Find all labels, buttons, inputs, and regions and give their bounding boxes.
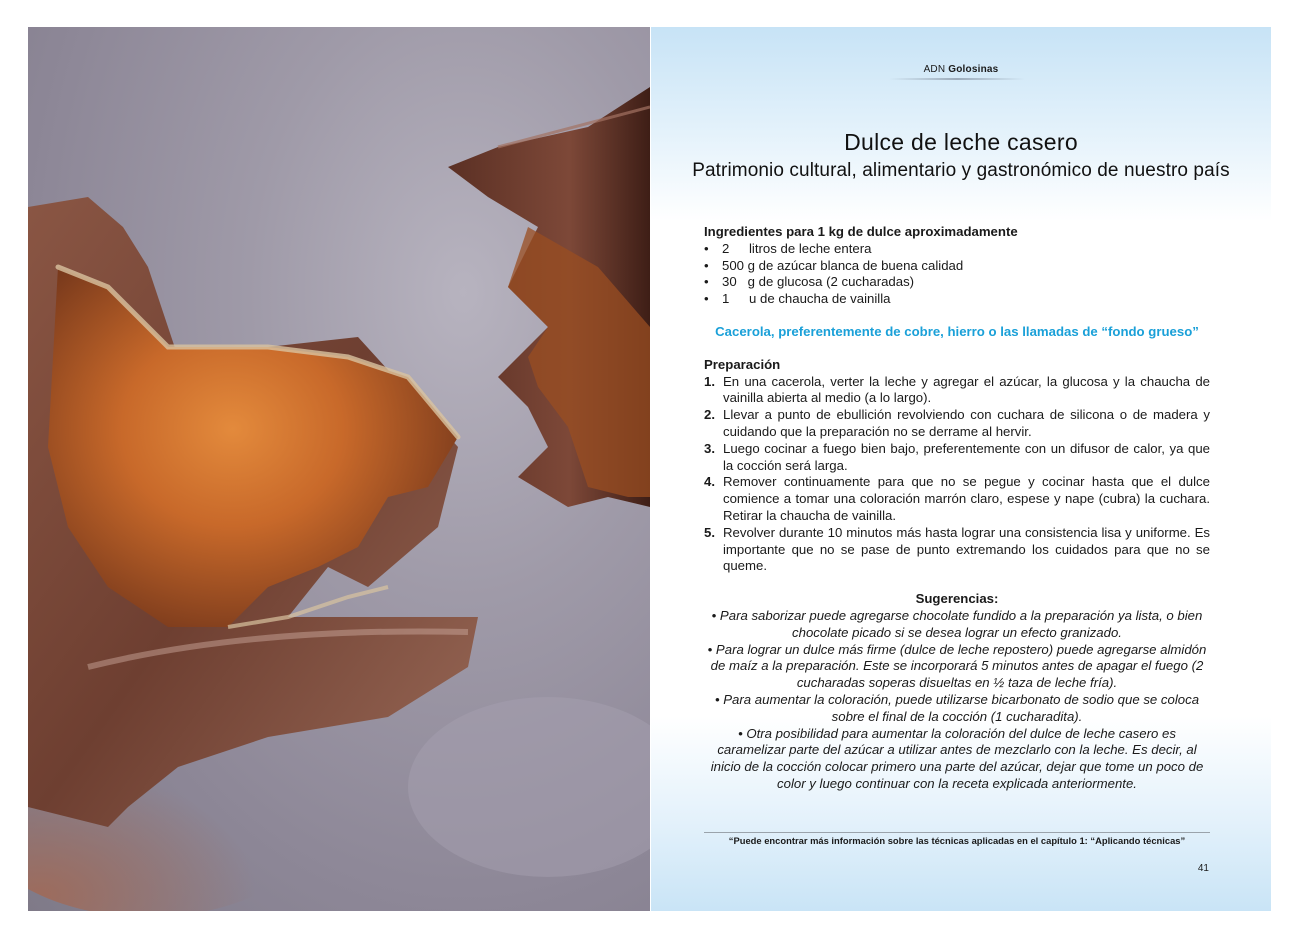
suggestion-item: • Para saborizar puede agregarse chocolate fundido a la preparación ya lista, o bien chocolate picado si se desea lograr un efecto granizado. [711, 607, 1203, 640]
page-number: 41 [1197, 863, 1209, 874]
running-head-section: Golosinas [948, 64, 999, 75]
step-text: En una cacerola, verter la leche y agregar el azúcar, la glucosa y la chaucha de vainilla abierta al medio (a lo largo). [723, 373, 1210, 406]
running-head-rule [889, 78, 1025, 80]
step-item [704, 407, 1210, 441]
ingredient-item [704, 258, 1210, 275]
preparation-heading: Preparación [704, 356, 781, 372]
footer-rule [704, 832, 1210, 833]
step-text: Remover continuamente para que no se pegue y cocinar hasta que el dulce comience a tomar una coloración marrón claro, espese y nape (cubra) la cuchara. Retirar la chaucha de vainilla. [723, 474, 1210, 523]
step-item [704, 525, 1210, 575]
step-number: 4. [704, 474, 715, 490]
preparation-steps [704, 374, 1210, 576]
step-text: Llevar a punto de ebullición revolviendo con cuchara de silicona o de madera y cuidando que la preparación no se derrame al hervir. [723, 407, 1210, 439]
step-item [704, 441, 1210, 475]
step-number: 2. [704, 407, 715, 423]
recipe-content [704, 224, 1210, 793]
ingredients-list [704, 241, 1210, 308]
running-head-prefix: ADN [923, 64, 949, 75]
footer-note: “Puede encontrar más información sobre las técnicas aplicadas en el capítulo 1: “Aplicando técnicas” [728, 835, 1186, 846]
ingredients-heading: Ingredientes para 1 kg de dulce aproximadamente [704, 224, 1018, 239]
suggestion-item: • Para aumentar la coloración, puede utilizarse bicarbonato de sodio que se coloca sobre el final de la cocción (1 cucharadita). [714, 691, 1200, 724]
step-text: Luego cocinar a fuego bien bajo, preferentemente con un difusor de calor, ya que la cocción será larga. [723, 440, 1210, 473]
suggestions-heading: Sugerencias: [915, 591, 999, 607]
suggestions-list [704, 608, 1210, 793]
step-number: 5. [704, 524, 715, 540]
step-text: Revolver durante 10 minutos más hasta lograr una consistencia lisa y uniforme. Es importante que no se pase de punto extremando los cuidados para que no se queme. [723, 524, 1210, 574]
recipe-title: Dulce de leche casero [844, 129, 1078, 155]
step-number: 3. [704, 440, 715, 456]
ingredient-text: 30 g de glucosa (2 cucharadas) [722, 274, 915, 290]
ingredient-item [704, 291, 1210, 308]
ingredient-qty: 2 [722, 240, 730, 256]
suggestion-item: • Para lograr un dulce más firme (dulce de leche repostero) puede agregarse almidón de maíz a la preparación. Este se incorporará 5 minutos antes de apagar el fuego (2 cucharadas soperas disueltas en ½ taza de leche fría). [707, 641, 1207, 691]
chocolate-photo [28, 27, 650, 911]
recipe-page [651, 27, 1271, 911]
ingredient-item [704, 241, 1210, 258]
chocolate-illustration [28, 27, 650, 911]
suggestion-item: • Otra posibilidad para aumentar la coloración del dulce de leche casero es caramelizar parte del azúcar a utilizar antes de mezclarlo con la leche. Es decir, al inicio de la cocción colocar primero una parte del azúcar, dejar que tome un poco de color y luego continuar con la receta explicada anteriormente. [710, 725, 1204, 791]
step-item [704, 474, 1210, 524]
step-number: 1. [704, 373, 715, 389]
cookware-note: Cacerola, preferentemente de cobre, hierro o las llamadas de “fondo grueso” [715, 323, 1199, 339]
running-head [651, 64, 1271, 75]
ingredient-text: litros de leche entera [749, 240, 872, 256]
ingredient-qty: 1 [722, 291, 730, 307]
ingredient-item [704, 274, 1210, 291]
step-item [704, 374, 1210, 408]
ingredient-text: 500 g de azúcar blanca de buena calidad [722, 257, 964, 273]
ingredient-text: u de chaucha de vainilla [749, 291, 891, 307]
recipe-subtitle: Patrimonio cultural, alimentario y gastronómico de nuestro país [692, 160, 1230, 181]
